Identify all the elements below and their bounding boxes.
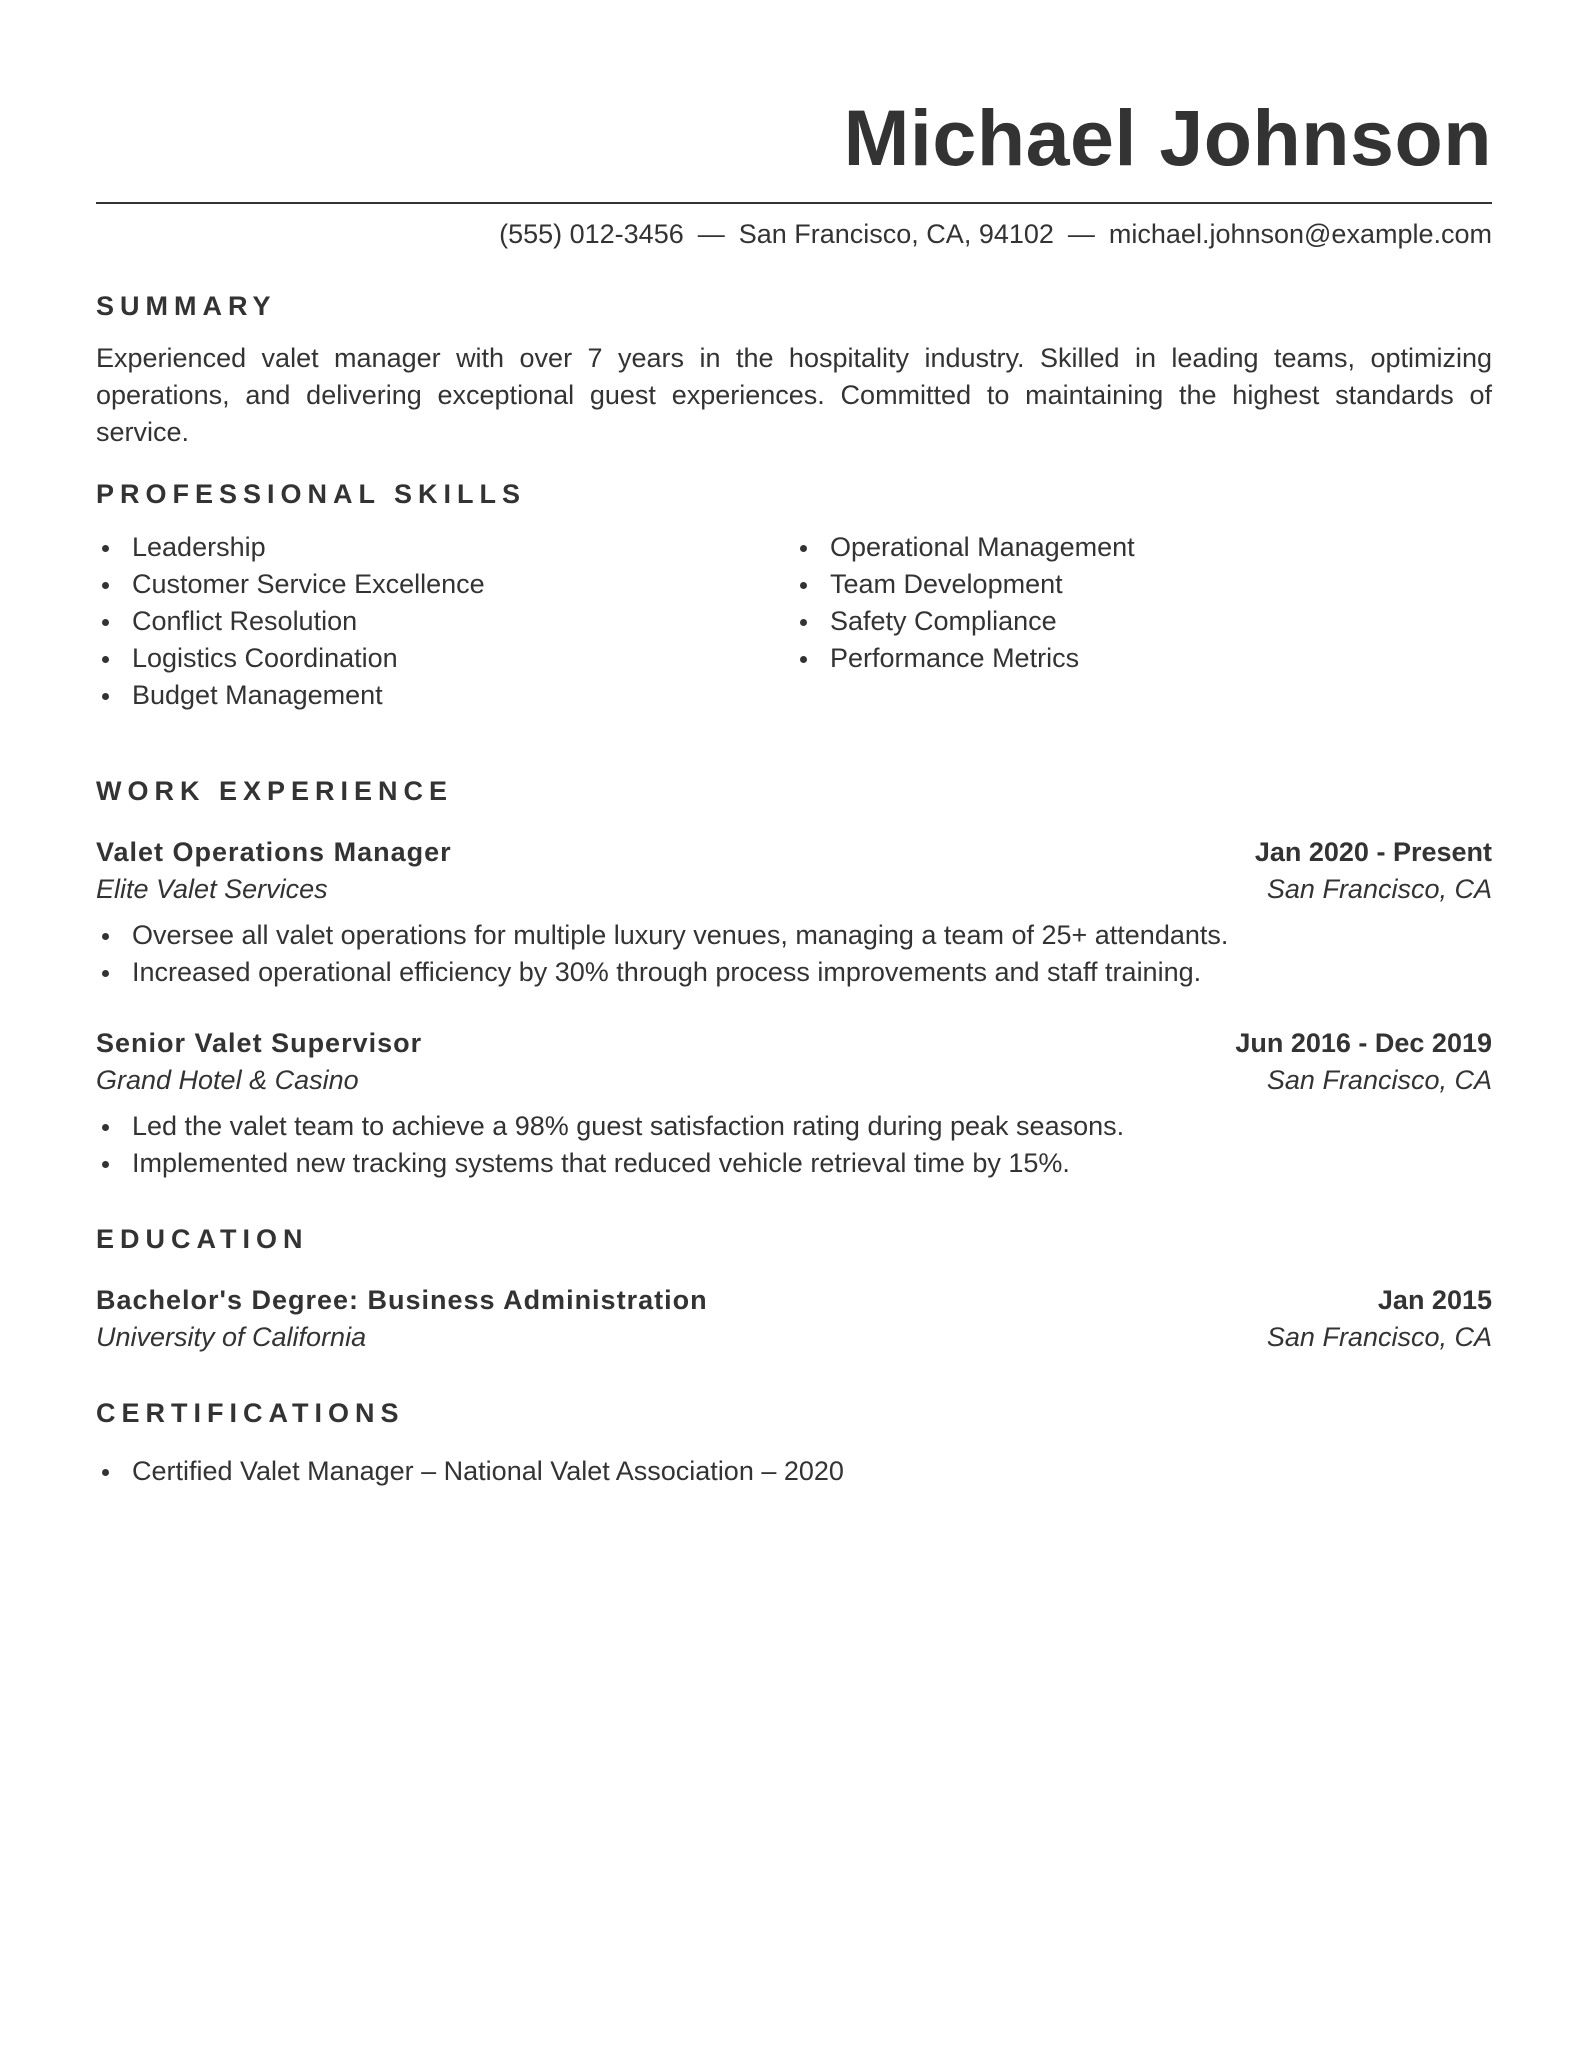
certifications-heading: CERTIFICATIONS bbox=[96, 1398, 405, 1428]
skill-item: Conflict Resolution bbox=[96, 603, 794, 640]
degree-title: Bachelor's Degree: Business Administration bbox=[96, 1285, 708, 1315]
job-location: San Francisco, CA bbox=[1266, 874, 1492, 904]
skill-item: Team Development bbox=[794, 566, 1492, 603]
contact-line bbox=[96, 217, 1492, 251]
job-title: Senior Valet Supervisor bbox=[96, 1028, 423, 1058]
skills-right-column bbox=[794, 529, 1492, 714]
candidate-name: Michael Johnson bbox=[843, 93, 1492, 182]
work-experience-heading: WORK EXPERIENCE bbox=[96, 776, 454, 806]
contact-location: San Francisco, CA, 94102 bbox=[738, 219, 1054, 249]
job-company: Grand Hotel & Casino bbox=[96, 1065, 359, 1095]
job-bullet: Implemented new tracking systems that reduced vehicle retrieval time by 15%. bbox=[96, 1145, 1492, 1182]
skill-item: Customer Service Excellence bbox=[96, 566, 794, 603]
job-dates: Jan 2020 - Present bbox=[1254, 837, 1492, 867]
skill-item: Leadership bbox=[96, 529, 794, 566]
school-name: University of California bbox=[96, 1322, 367, 1352]
summary-heading: SUMMARY bbox=[96, 291, 277, 321]
degree-date: Jan 2015 bbox=[1377, 1285, 1492, 1315]
job-title: Valet Operations Manager bbox=[96, 837, 452, 867]
skill-item: Logistics Coordination bbox=[96, 640, 794, 677]
skills-left-column bbox=[96, 529, 794, 714]
contact-phone: (555) 012-3456 bbox=[499, 219, 684, 249]
skill-item: Safety Compliance bbox=[794, 603, 1492, 640]
skill-item: Budget Management bbox=[96, 677, 794, 714]
job-bullet: Increased operational efficiency by 30% through process improvements and staff training. bbox=[96, 954, 1492, 991]
job-location: San Francisco, CA bbox=[1266, 1065, 1492, 1095]
education-entry bbox=[96, 1282, 1492, 1356]
job-entry bbox=[96, 1025, 1492, 1182]
job-bullet: Led the valet team to achieve a 98% guest satisfaction rating during peak seasons. bbox=[96, 1108, 1492, 1145]
skills-heading: PROFESSIONAL SKILLS bbox=[96, 479, 527, 509]
job-dates: Jun 2016 - Dec 2019 bbox=[1235, 1028, 1492, 1058]
header-divider bbox=[96, 202, 1492, 204]
summary-text: Experienced valet manager with over 7 years in the hospitality industry. Skilled in leading teams, optimizing operations, and delivering exceptional guest experiences. Committed to maintaining the highest standards of service. bbox=[96, 343, 1492, 447]
job-entry bbox=[96, 834, 1492, 991]
job-bullets bbox=[96, 1108, 1492, 1182]
skills-columns bbox=[96, 529, 1492, 714]
job-bullets bbox=[96, 917, 1492, 991]
contact-email[interactable]: michael.johnson@example.com bbox=[1108, 219, 1492, 249]
certification-item: Certified Valet Manager – National Valet Association – 2020 bbox=[96, 1453, 1492, 1490]
contact-separator: — bbox=[1067, 219, 1095, 249]
job-bullet: Oversee all valet operations for multiple luxury venues, managing a team of 25+ attendants. bbox=[96, 917, 1492, 954]
skill-item: Performance Metrics bbox=[794, 640, 1492, 677]
skill-item: Operational Management bbox=[794, 529, 1492, 566]
certifications-list bbox=[96, 1453, 1492, 1490]
contact-separator: — bbox=[697, 219, 725, 249]
education-heading: EDUCATION bbox=[96, 1224, 309, 1254]
school-location: San Francisco, CA bbox=[1266, 1322, 1492, 1352]
job-company: Elite Valet Services bbox=[96, 874, 328, 904]
